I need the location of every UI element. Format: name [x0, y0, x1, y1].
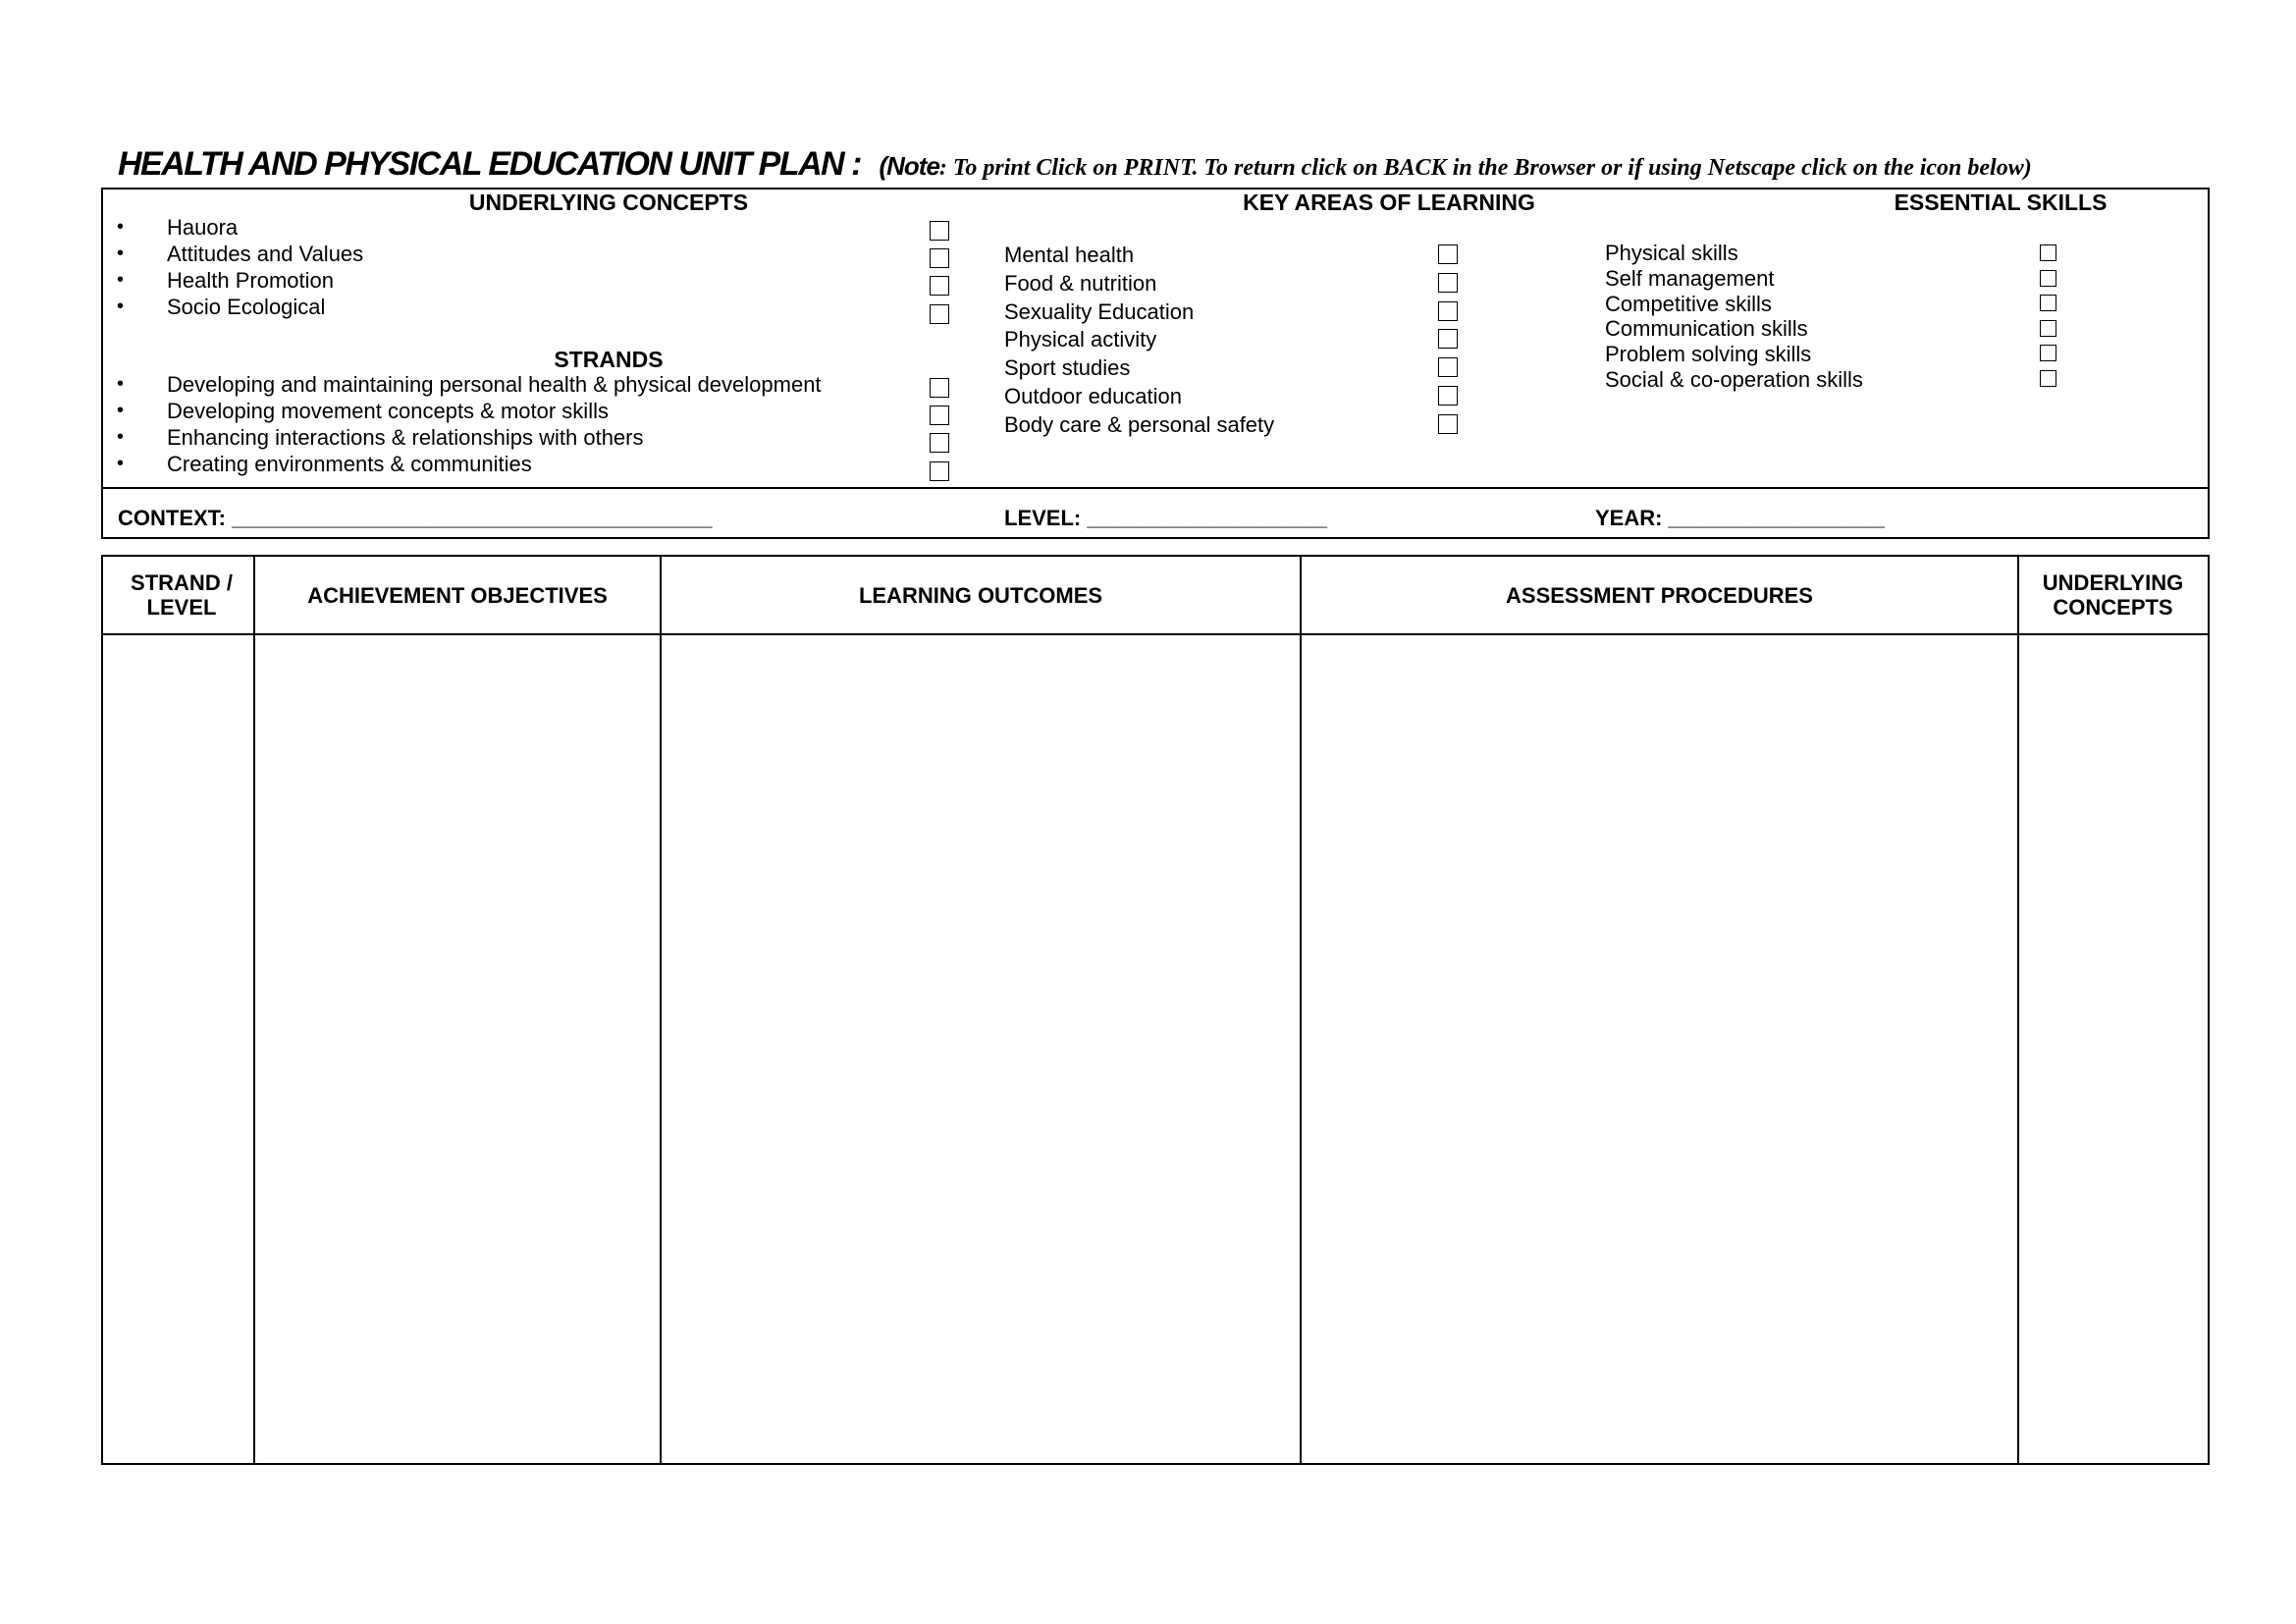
concept-checkbox[interactable] — [930, 221, 949, 241]
skill-checkbox[interactable] — [2040, 320, 2056, 337]
concept-item: Socio Ecological — [167, 295, 326, 319]
strand-item: Creating environments & communities — [167, 452, 532, 476]
note-lead: (Note — [879, 151, 939, 181]
level-field[interactable]: LEVEL: ____________________ — [1004, 506, 1328, 530]
page-title: HEALTH AND PHYSICAL EDUCATION UNIT PLAN : — [118, 145, 862, 183]
note-text: : To print Click on PRINT. To return click on BACK in the Browser or if using Netscape click on the icon below) — [938, 155, 2032, 181]
strand-checkbox[interactable] — [930, 461, 949, 481]
key-area-item: Sport studies — [1004, 355, 1131, 380]
bullet-icon: • — [117, 296, 125, 317]
skill-checkbox[interactable] — [2040, 370, 2056, 387]
bullet-icon: • — [117, 453, 125, 474]
achievement-objectives-cell[interactable] — [255, 635, 660, 1463]
underlying-concepts-cell[interactable] — [2019, 635, 2208, 1463]
underlying-concepts-heading: UNDERLYING CONCEPTS — [468, 189, 749, 215]
strand-level-cell[interactable] — [103, 635, 253, 1463]
concept-checkbox[interactable] — [930, 276, 949, 296]
key-area-item: Outdoor education — [1004, 384, 1183, 408]
key-area-item: Sexuality Education — [1004, 299, 1195, 324]
bullet-icon: • — [117, 269, 125, 291]
header-divider — [103, 487, 2208, 489]
context-field[interactable]: CONTEXT: ________________________________________ — [118, 506, 713, 530]
column-header-underlying-concepts: UNDERLYING CONCEPTS — [2042, 570, 2184, 620]
strand-checkbox[interactable] — [930, 433, 949, 453]
key-area-item: Physical activity — [1004, 327, 1157, 352]
skill-item: Social & co-operation skills — [1605, 367, 1863, 392]
essential-skills-heading: ESSENTIAL SKILLS — [1894, 189, 2108, 215]
strand-item: Developing movement concepts & motor skills — [167, 399, 609, 423]
assessment-procedures-cell[interactable] — [1302, 635, 2017, 1463]
column-header-learning-outcomes: LEARNING OUTCOMES — [858, 582, 1103, 608]
unit-plan-header-box — [101, 188, 2210, 539]
print-note — [879, 151, 2032, 181]
key-area-checkbox[interactable] — [1438, 301, 1458, 321]
concept-item: Hauora — [167, 215, 239, 240]
skill-checkbox[interactable] — [2040, 295, 2056, 311]
skill-checkbox[interactable] — [2040, 244, 2056, 261]
skill-checkbox[interactable] — [2040, 345, 2056, 361]
key-area-item: Body care & personal safety — [1004, 412, 1275, 437]
column-header-assessment-procedures: ASSESSMENT PROCEDURES — [1506, 582, 1813, 608]
concept-item: Health Promotion — [167, 268, 334, 293]
column-header-achievement-objectives: ACHIEVEMENT OBJECTIVES — [307, 582, 608, 608]
skill-item: Communication skills — [1605, 316, 1808, 341]
skill-checkbox[interactable] — [2040, 270, 2056, 287]
strands-heading: STRANDS — [554, 347, 664, 372]
strand-checkbox[interactable] — [930, 406, 949, 425]
bullet-icon: • — [117, 243, 125, 264]
year-field[interactable]: YEAR: __________________ — [1595, 506, 1885, 530]
bullet-icon: • — [117, 216, 125, 238]
key-area-checkbox[interactable] — [1438, 414, 1458, 434]
unit-plan-table — [101, 555, 2210, 1465]
strand-item: Enhancing interactions & relationships with others — [167, 425, 644, 450]
skill-item: Problem solving skills — [1605, 342, 1812, 366]
concept-checkbox[interactable] — [930, 304, 949, 324]
key-area-checkbox[interactable] — [1438, 273, 1458, 293]
key-area-item: Mental health — [1004, 243, 1135, 267]
learning-outcomes-cell[interactable] — [662, 635, 1300, 1463]
strand-checkbox[interactable] — [930, 378, 949, 398]
bullet-icon: • — [117, 426, 125, 448]
column-header-strand-level: STRAND / LEVEL — [131, 570, 233, 620]
concept-item: Attitudes and Values — [167, 242, 364, 266]
key-area-item: Food & nutrition — [1004, 271, 1157, 296]
bullet-icon: • — [117, 373, 125, 395]
page-title-row — [118, 145, 2032, 184]
skill-item: Physical skills — [1605, 241, 1738, 265]
key-area-checkbox[interactable] — [1438, 244, 1458, 264]
key-areas-heading: KEY AREAS OF LEARNING — [1243, 189, 1535, 215]
strand-item: Developing and maintaining personal health & physical development — [167, 372, 822, 397]
skill-item: Self management — [1605, 266, 1775, 291]
key-area-checkbox[interactable] — [1438, 329, 1458, 349]
bullet-icon: • — [117, 400, 125, 421]
concept-checkbox[interactable] — [930, 248, 949, 268]
key-area-checkbox[interactable] — [1438, 386, 1458, 406]
key-area-checkbox[interactable] — [1438, 357, 1458, 377]
skill-item: Competitive skills — [1605, 292, 1772, 316]
